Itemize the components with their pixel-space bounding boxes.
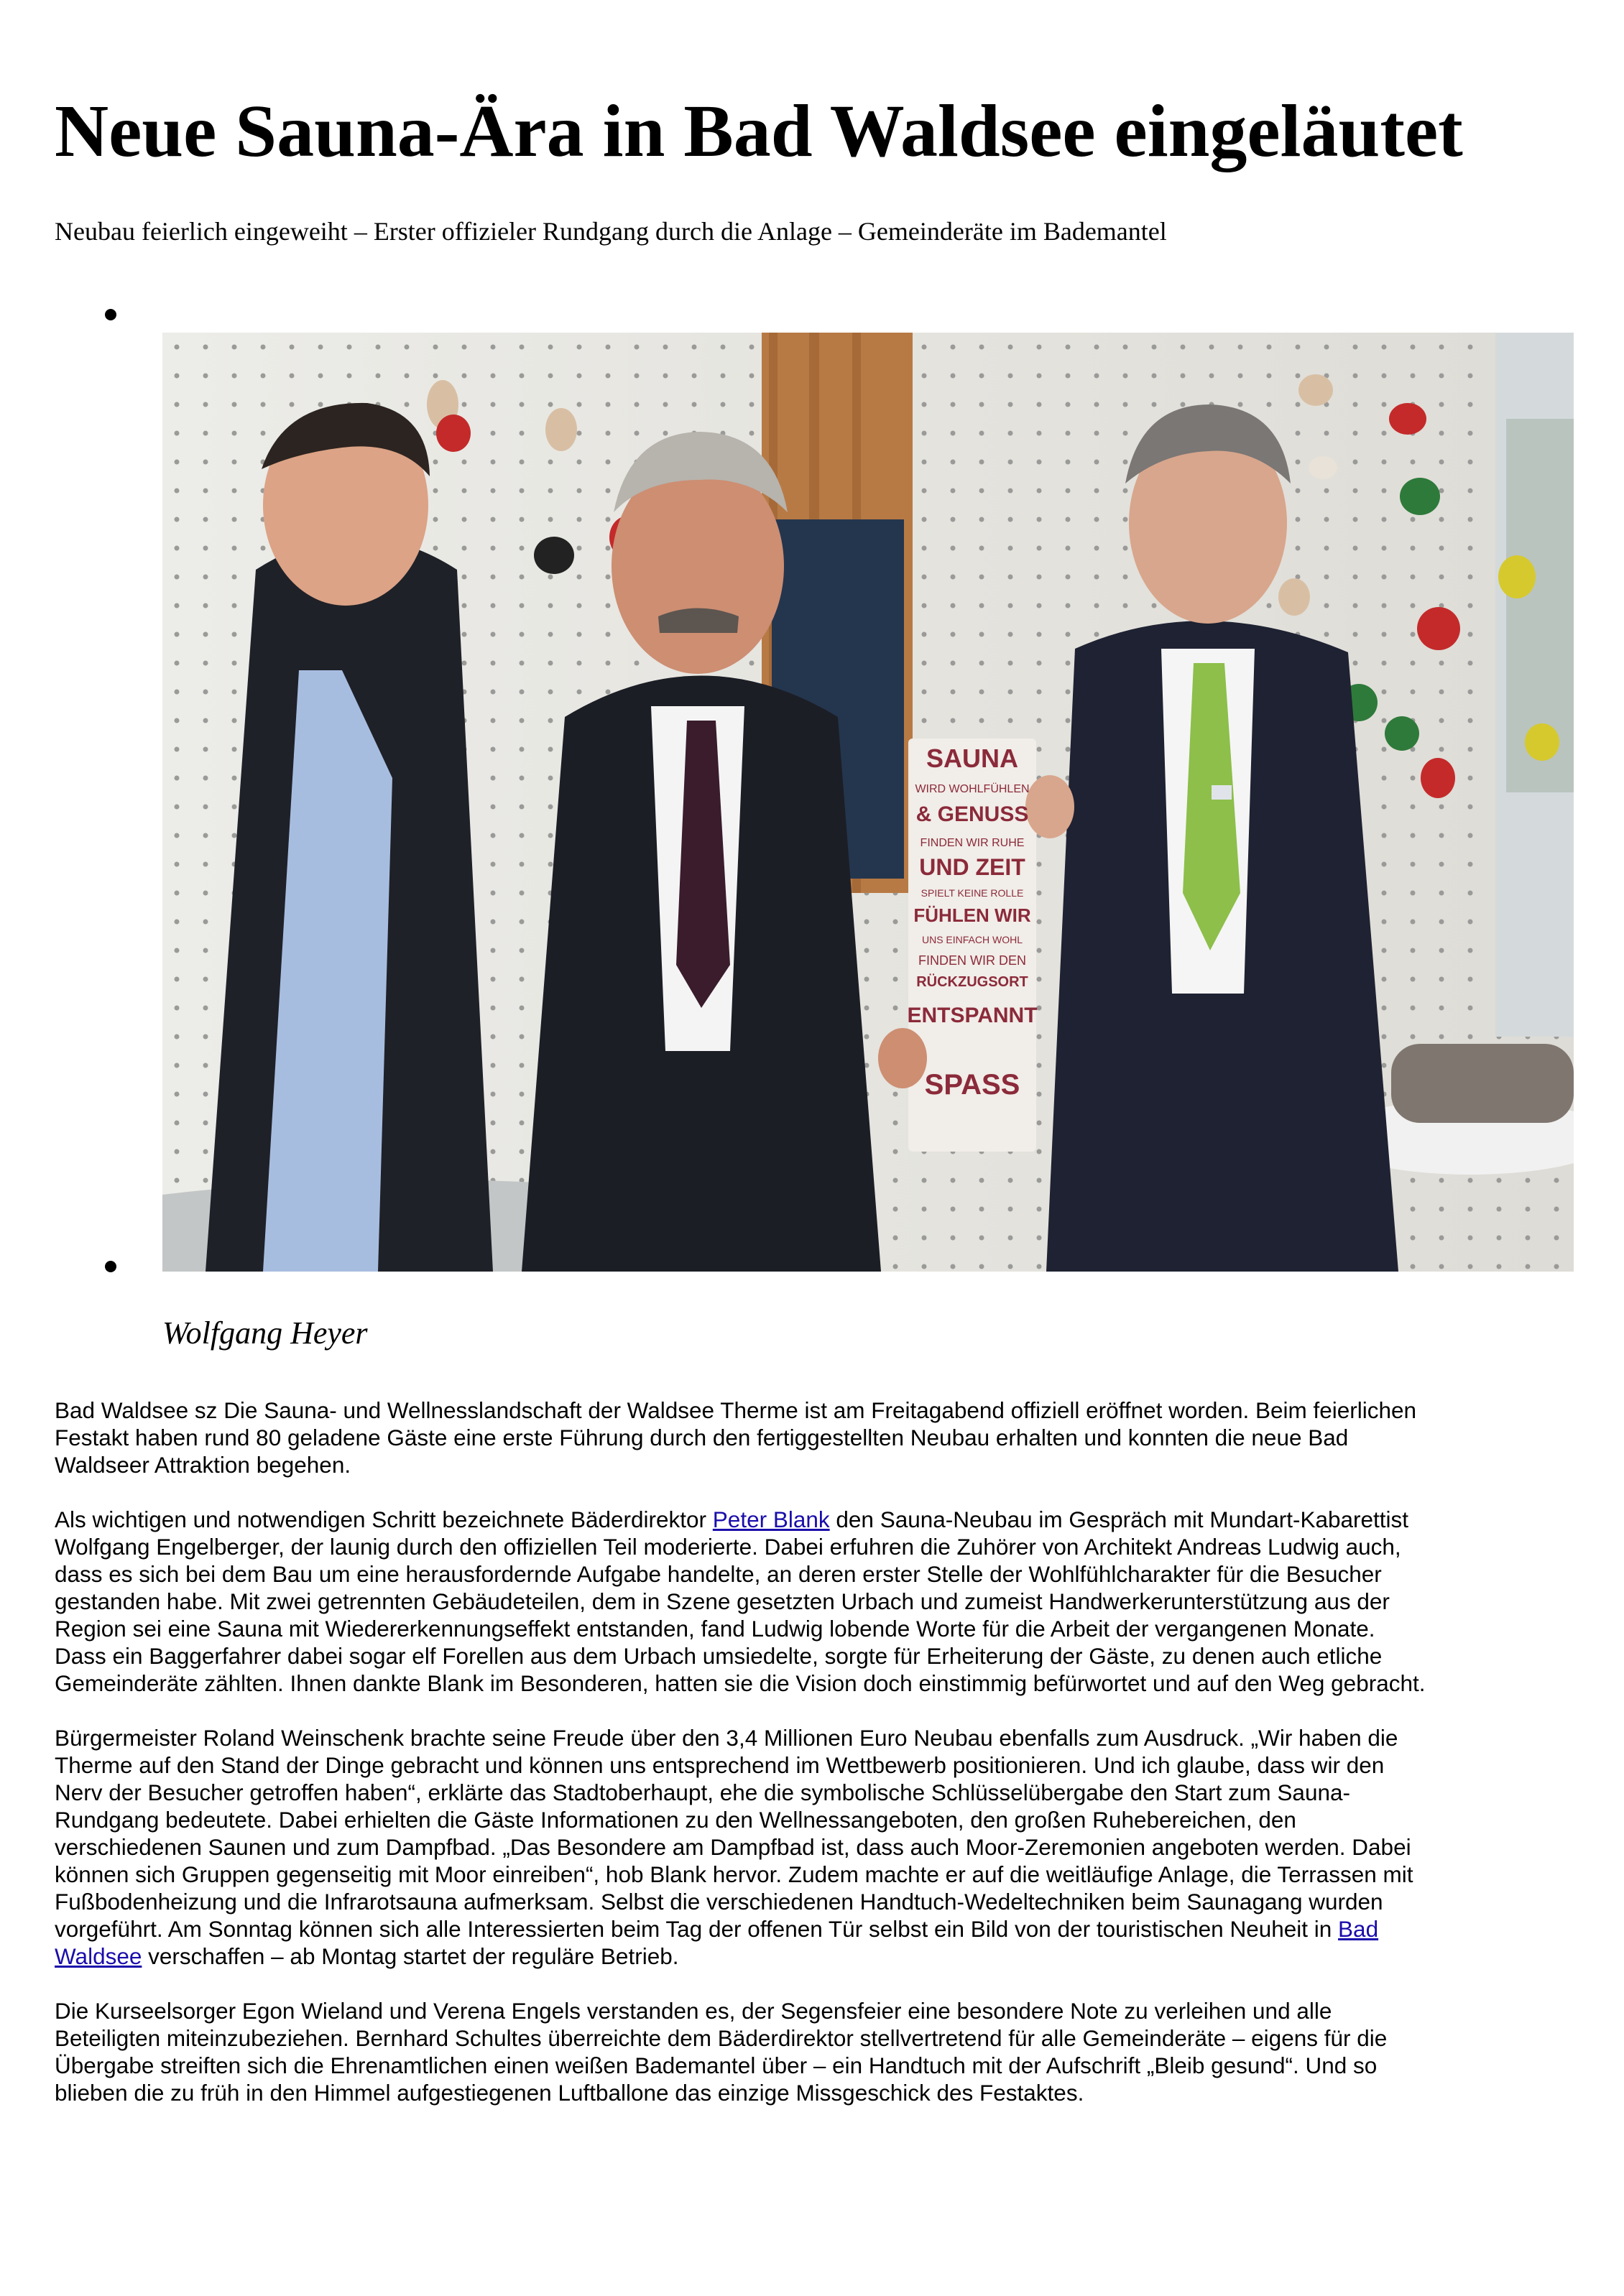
- poster-word: SPASS: [924, 1069, 1020, 1101]
- article-paragraph: Die Kurseelsorger Egon Wieland und Verena Engels verstanden es, der Segensfeier eine besondere Note zu verleihen und alle Beteiligten miteinzubeziehen. Bernhard Schultes überreichte dem Bäderdirektor stellvertretend für alle Gemeinderäte – eigens für die Übergabe streiften sich die Ehrenamtlichen einen weißen Bademantel über – ein Handtuch mit der Aufschrift „Bleib gesund“. Und so blieben die zu früh in den Himmel aufgestiegenen Luftballone das einzige Missgeschick des Festaktes.: [55, 1998, 1388, 2106]
- bad-waldsee-link[interactable]: Bad Waldsee: [55, 1916, 1379, 1969]
- poster-word: UNS EINFACH WOHL: [921, 934, 1023, 945]
- poster-word: RÜCKZUGSORT: [916, 974, 1028, 990]
- paragraph-text: Bürgermeister Roland Weinschenk brachte seine Freude über den 3,4 Millionen Euro Neubau ebenfalls zum Ausdruck. „Wir haben die Therme auf den Stand der Dinge gebracht und können uns entsprechend im Wettbewerb positionieren. Und ich glaube, dass wir den Nerv der Besucher getroffen haben“, erklärte das Stadtoberhaupt, ehe die symbolische Schlüsselübergabe den Start zum Sauna-Rundgang bedeutete. Dabei erhielten die Gäste Informationen zu den Wellnessangeboten, den großen Ruhebereichen, den verschiedenen Saunen und zum Dampfbad. „Das Besondere am Dampfbad ist, dass auch Moor-Zeremonien angeboten werden. Dabei können sich Gruppen gegenseitig mit Moor einreiben“, hob Blank hervor. Zudem machte er auf die weitläufige Anlage, die Terrassen mit Fußbodenheizung und die Infrarotsauna aufmerksam. Selbst die verschiedenen Handtuch-Wedeltechniken beim Saunagang wurden vorgeführt. Am Sonntag können sich alle Interessierten beim Tag der offenen Tür selbst ein Bild von der touristischen Neuheit in: [55, 1725, 1413, 1942]
- photo-credit: Wolfgang Heyer: [162, 1315, 368, 1351]
- article-headline: Neue Sauna-Ära in Bad Waldsee eingeläutet: [55, 90, 1463, 172]
- paragraph-text: Als wichtigen und notwendigen Schritt bezeichnete Bäderdirektor: [55, 1506, 713, 1532]
- poster-word: SPIELT KEINE ROLLE: [921, 887, 1024, 899]
- poster-word: ENTSPANNT: [907, 1004, 1038, 1027]
- article-body: [55, 1397, 1427, 2134]
- poster-word: FINDEN WIR DEN: [918, 953, 1026, 968]
- poster-word: & GENUSS: [915, 802, 1029, 826]
- poster-word: FINDEN WIR RUHE: [920, 837, 1025, 849]
- article-subheadline: Neubau feierlich eingeweiht – Erster offizieler Rundgang durch die Anlage – Gemeinderäte im Bademantel: [55, 217, 1167, 246]
- paragraph-text: verschaffen – ab Montag startet der reguläre Betrieb.: [142, 1943, 679, 1969]
- poster-word: FÜHLEN WIR: [913, 904, 1031, 926]
- poster-word: UND ZEIT: [919, 854, 1025, 880]
- paragraph-text: den Sauna-Neubau im Gespräch mit Mundart-Kabarettist Wolfgang Engelberger, der launig durch den offiziellen Teil moderierte. Dabei erfuhren die Zuhörer von Architekt Andreas Ludwig auch, dass es sich bei dem Bau um eine herausfordernde Aufgabe handelte, an deren erster Stelle der Wohlfühlcharakter für die Besucher gestanden habe. Mit zwei getrennten Gebäudeteilen, dem in Szene gesetzten Urbach und zumeist Handwerkerunterstützung aus der Region sei eine Sauna mit Wiedererkennungseffekt entstanden, fand Ludwig lobende Worte für die Arbeit der vergangenen Monate. Dass ein Baggerfahrer dabei sogar elf Forellen aus dem Urbach umsiedelte, sorgte für Erheiterung der Gäste, zu denen auch etliche Gemeinderäte zählten. Ihnen dankte Blank im Besonderen, hatten sie die Vision doch einstimmig befürwortet und auf den Weg gebracht.: [55, 1506, 1426, 1696]
- poster-word: SAUNA: [926, 744, 1019, 773]
- photo-illustration: [162, 333, 1574, 1272]
- article-paragraph: Bad Waldsee sz Die Sauna- und Wellnesslandschaft der Waldsee Therme ist am Freitagabend offiziell eröffnet worden. Beim feierlichen Festakt haben rund 80 geladene Gäste eine erste Führung durch den fertiggestellten Neubau erhalten und konnten die neue Bad Waldseer Attraktion begehen.: [55, 1397, 1417, 1478]
- poster-word: WIRD WOHLFÜHLEN: [915, 783, 1030, 795]
- article-paragraph: [55, 1506, 1427, 1697]
- peter-blank-link[interactable]: Peter Blank: [712, 1506, 830, 1532]
- list-bullet: [105, 309, 116, 320]
- article-paragraph: [55, 1724, 1427, 1970]
- article-photo: [162, 333, 1574, 1272]
- list-bullet: [105, 1261, 116, 1272]
